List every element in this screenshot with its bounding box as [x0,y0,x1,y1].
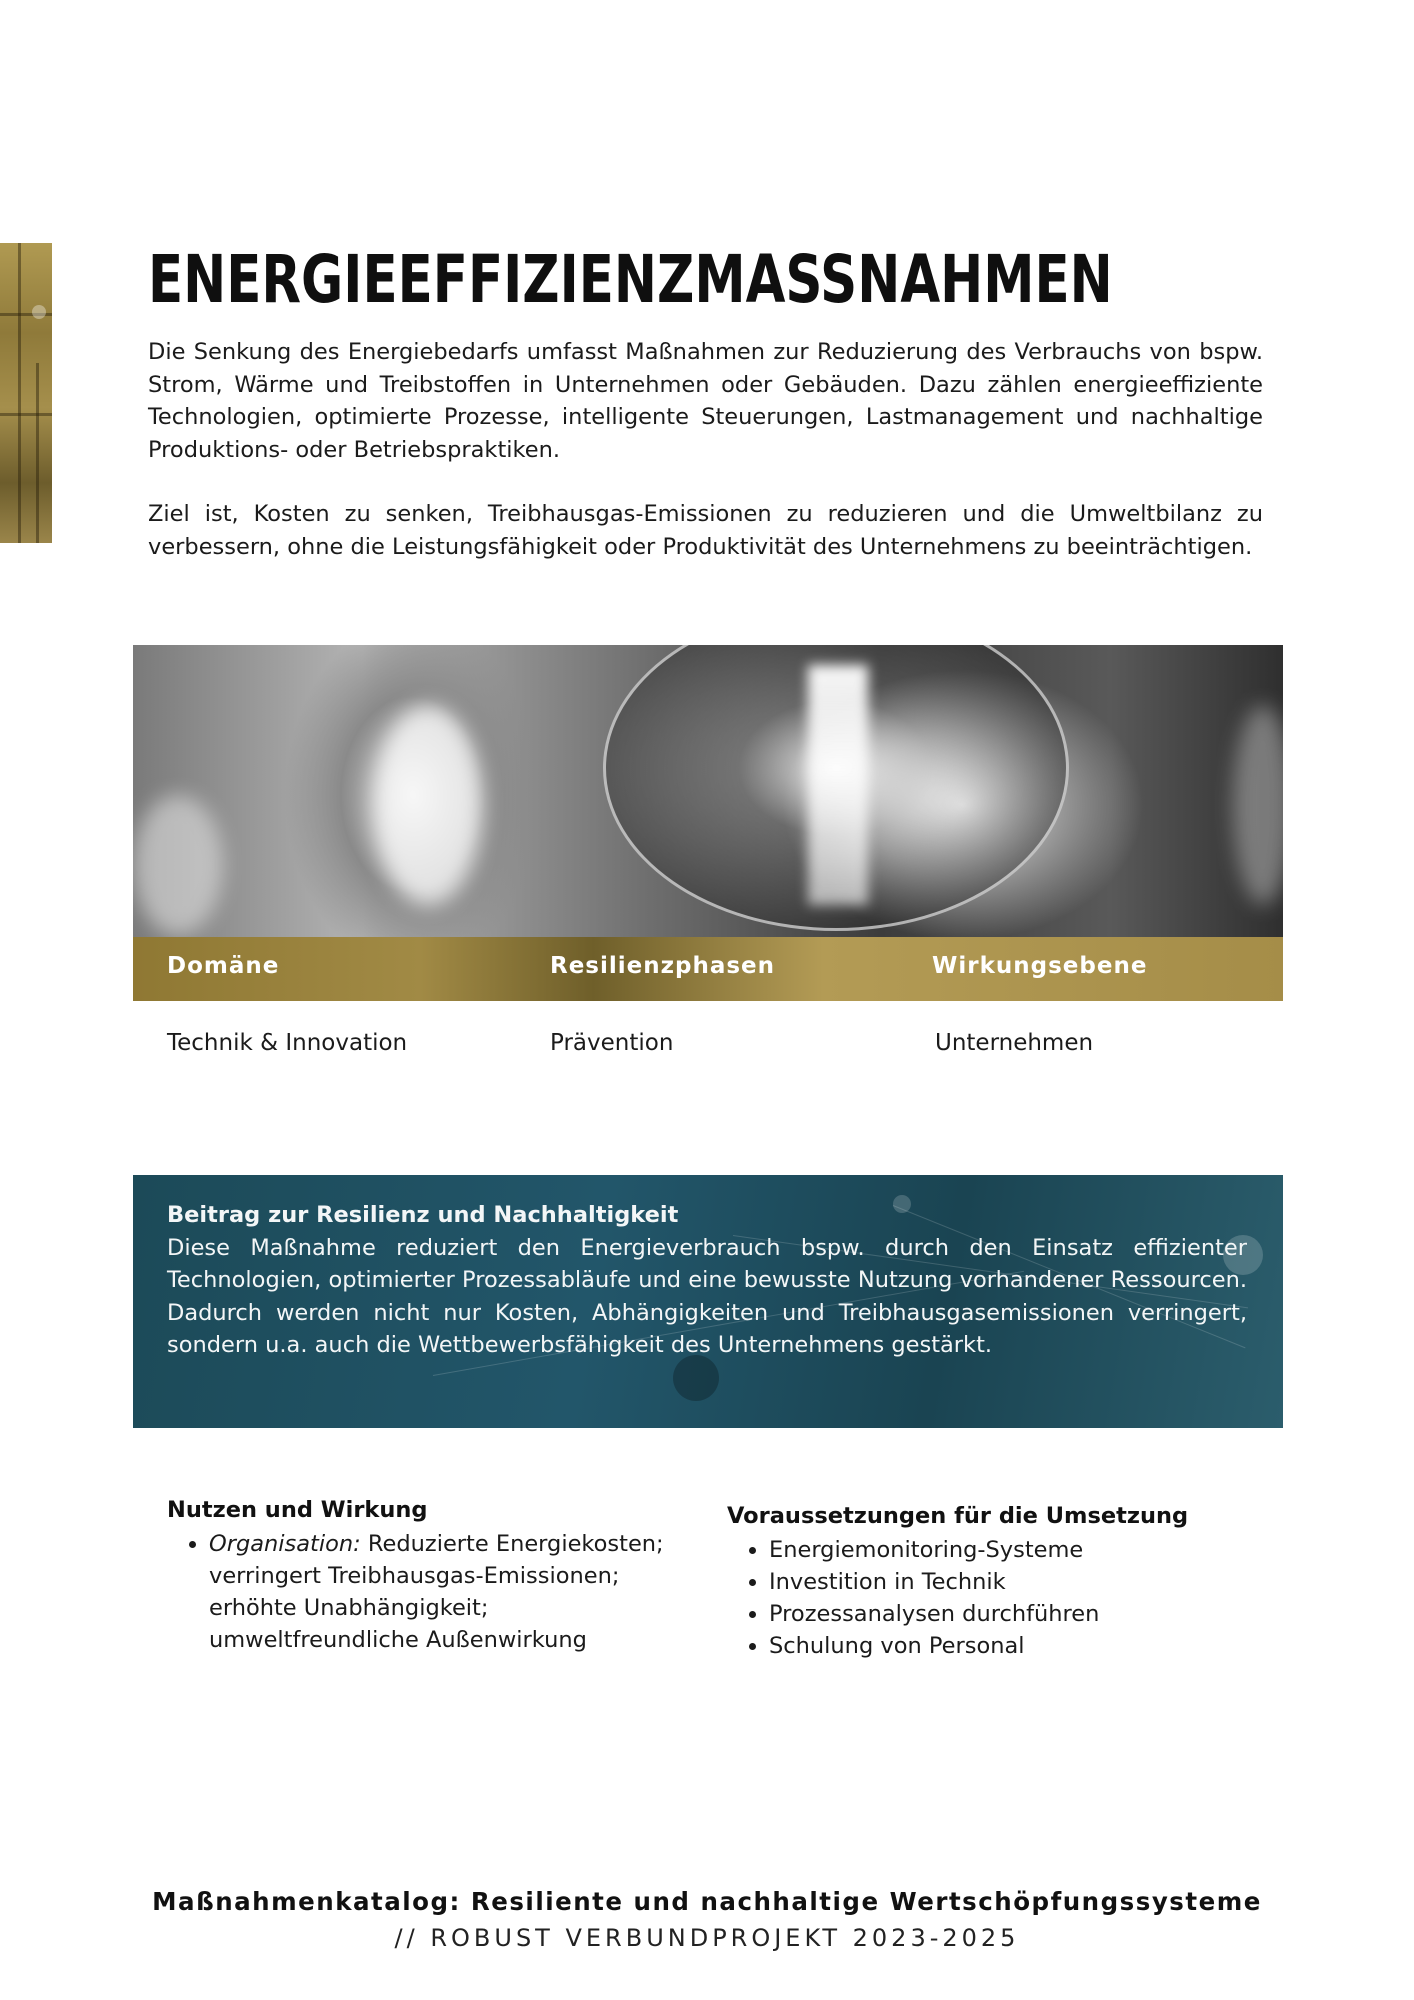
phase-value: Prävention [550,1030,674,1056]
decorative-side-image [0,243,52,543]
page-title: ENERGIEEFFIZIENZMASSNAHMEN [148,241,1113,318]
light-bulb-photo [133,645,1283,937]
footer-subtitle: // ROBUST VERBUNDPROJEKT 2023-2025 [394,1924,1020,1952]
benefits-section [167,1494,687,1656]
list-item: • Energiemonitoring-Systeme [769,1534,1247,1566]
requirements-section [727,1500,1247,1662]
domain-value: Technik & Innovation [167,1030,408,1056]
requirements-heading: Voraussetzungen für die Umsetzung [727,1503,1189,1529]
intro-text [148,336,1263,563]
list-item [209,1528,687,1656]
intro-paragraph-2: Ziel ist, Kosten zu senken, Treibhausgas-Emissionen zu reduzieren und die Umweltbilanz zu verbessern, ohne die Leistungsfähigkeit oder Produktivität des Unternehmens zu beeinträchtigen. [148,501,1263,560]
phase-label: Resilienzphasen [550,953,776,979]
intro-paragraph-1: Die Senkung des Energiebedarfs umfasst Maßnahmen zur Reduzierung des Verbrauchs von bspw. Strom, Wärme und Treibstoffen in Unternehmen oder Gebäuden. Dazu zählen energieeffiziente Technologien, optimierte Prozesse, intelligente Steuerungen, Lastmanagement und nachhaltige Produktions- oder Betriebspraktiken. [148,339,1263,463]
list-item: • Prozessanalysen durchführen [769,1598,1247,1630]
benefit-text: Reduzierte Energiekosten; verringert Treibhausgas-Emissionen; erhöhte Unabhängigkeit; umweltfreundliche Außenwirkung [209,1531,664,1653]
requirements-list [727,1534,1247,1662]
meta-header-bar [133,937,1283,1001]
level-label: Wirkungsebene [932,953,1148,979]
benefits-list [167,1528,687,1656]
list-item: • Schulung von Personal [769,1630,1247,1662]
contribution-heading: Beitrag zur Resilienz und Nachhaltigkeit [167,1202,679,1228]
contribution-text: Diese Maßnahme reduziert den Energieverbrauch bspw. durch den Einsatz effizienter Technologien, optimierter Prozessabläufe und eine bewusste Nutzung vorhandener Ressourcen. Dadurch werden nicht nur Kosten, Abhängigkeiten und Treibhausgasemissionen verringert, sondern u.a. auch die Wettbewerbsfähigkeit des Unternehmens gestärkt. [167,1234,1247,1358]
domain-label: Domäne [167,953,280,979]
level-value: Unternehmen [935,1030,1094,1056]
contribution-box [133,1175,1283,1428]
benefit-prefix: Organisation: [209,1531,361,1557]
benefits-heading: Nutzen und Wirkung [167,1497,428,1523]
footer-title: Maßnahmenkatalog: Resiliente und nachhaltige Wertschöpfungssysteme [152,1887,1262,1916]
list-item: • Investition in Technik [769,1566,1247,1598]
